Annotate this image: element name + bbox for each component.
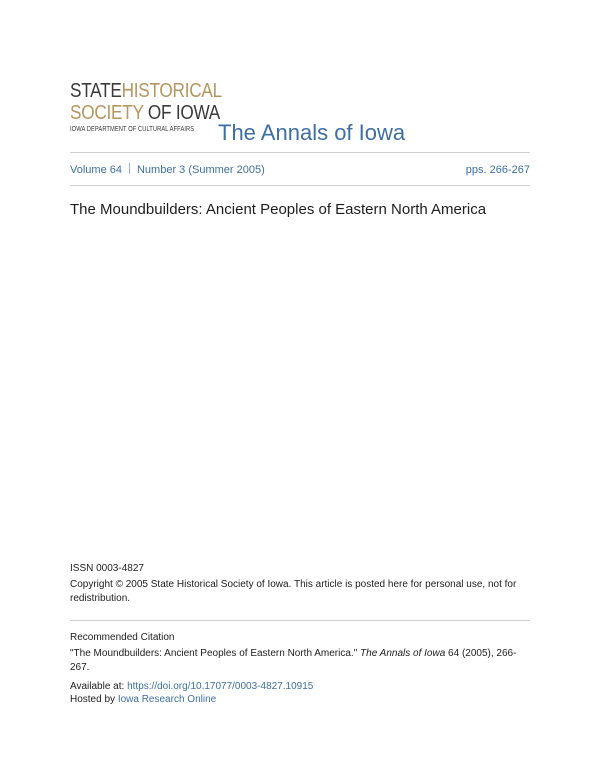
hosted-by: Hosted by Iowa Research Online [70, 694, 217, 705]
meta-separator [129, 163, 130, 174]
page-range: pps. 266-267 [465, 164, 530, 176]
available-at: Available at: https://doi.org/10.17077/0003-4827.10915 [70, 681, 314, 692]
citation-journal: The Annals of Iowa [360, 648, 446, 659]
doi-link[interactable]: https://doi.org/10.17077/0003-4827.10915 [127, 681, 314, 692]
logo-line-2: SOCIETY OF IOWA [70, 102, 221, 124]
copyright-notice: Copyright © 2005 State Historical Society of Iowa. This article is posted here for personal use, not for redistribution. [70, 579, 517, 604]
article-title: The Moundbuilders: Ancient Peoples of Eastern North America [70, 201, 487, 218]
iowa-research-online-link[interactable]: Iowa Research Online [117, 694, 217, 705]
society-logo [70, 80, 220, 134]
number-link[interactable]: Number 3 (Summer 2005) [136, 164, 265, 176]
volume-link[interactable]: Volume 64 [70, 164, 122, 176]
citation-text: "The Moundbuilders: Ancient Peoples of Eastern North America." The Annals of Iowa 64 (2005), 266-267. [70, 648, 517, 673]
divider-citation [70, 620, 530, 621]
recommended-citation-heading: Recommended Citation [70, 632, 175, 643]
divider-top [70, 152, 530, 153]
logo-line-1: STATEHISTORICAL [70, 80, 222, 102]
issn: ISSN 0003-4827 [70, 563, 144, 574]
journal-title: The Annals of Iowa [218, 120, 406, 145]
logo-subline: IOWA DEPARTMENT OF CULTURAL AFFAIRS [70, 126, 195, 133]
divider-meta [70, 185, 530, 186]
issue-volume-number [70, 163, 265, 177]
